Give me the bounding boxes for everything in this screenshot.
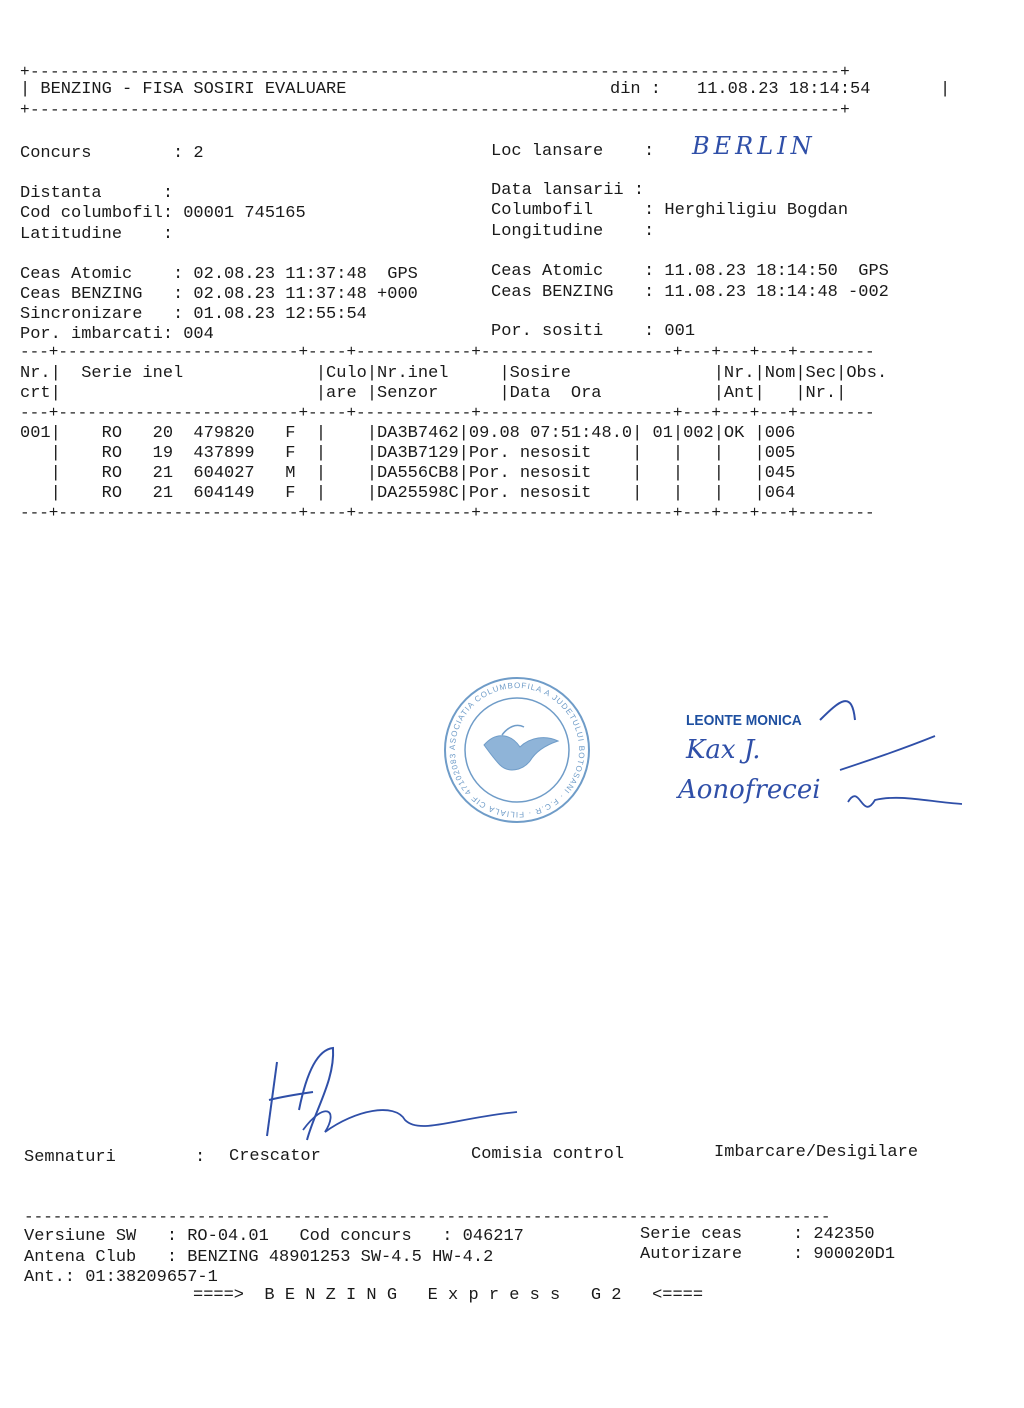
benzing-express-banner: ====> B E N Z I N G E x p r e s s G 2 <==== [193, 1286, 704, 1305]
signature-strokes [800, 690, 970, 830]
ceas-benzing-launch: Ceas BENZING : 02.08.23 11:37:48 +000 [20, 285, 418, 304]
table-separator-top: ---+-------------------------+----+------------+--------------------+---+---+---+-------- [20, 343, 875, 361]
ceas-atomic-launch: Ceas Atomic : 02.08.23 11:37:48 GPS [20, 265, 418, 284]
club-stamp-graphic [442, 675, 592, 825]
comisia-label: Comisia control [471, 1145, 625, 1164]
table-header-line-1: Nr.| Serie inel |Culo|Nr.inel |Sosire |Nr.|Nom|Sec|Obs. [20, 364, 888, 383]
footer-rule: ------------------------------------------------------------------------------------ [24, 1208, 831, 1226]
table-separator-bottom: ---+-------------------------+----+------------+--------------------+---+---+---+-------- [20, 504, 875, 522]
crescator-label: Crescator [229, 1147, 321, 1166]
table-header-line-2: crt| |are |Senzor |Data Ora |Ant| |Nr.| [20, 384, 847, 403]
sincronizare: Sincronizare : 01.08.23 12:55:54 [20, 305, 367, 324]
loc-lansare-label: Loc lansare : [491, 142, 655, 161]
report-date: 11.08.23 18:14:54 [697, 80, 871, 99]
table-separator-mid: ---+-------------------------+----+------------+--------------------+---+---+---+-------- [20, 404, 875, 422]
date-label: din : [610, 80, 662, 99]
handwritten-signature-2: Kax J. [686, 735, 761, 765]
distanta: Distanta : [20, 184, 174, 203]
table-row: | RO 21 604149 F | |DA25598C|Por. nesosit | | | |064 [20, 484, 796, 503]
ceas-atomic-arrival: Ceas Atomic : 11.08.23 18:14:50 GPS [491, 262, 889, 281]
latitudine: Latitudine : [20, 225, 174, 244]
ant-id: Ant.: 01:38209657-1 [24, 1268, 218, 1287]
concurs: Concurs : 2 [20, 144, 204, 163]
table-row: | RO 21 604027 M | |DA556CB8|Por. nesosit | | | |045 [20, 464, 796, 483]
por-sositi: Por. sositi : 001 [491, 322, 696, 341]
imbarcare-label: Imbarcare/Desigilare [714, 1143, 919, 1162]
loc-lansare-handwritten: BERLIN [692, 132, 816, 160]
table-row: 001| RO 20 479820 F | |DA3B7462|09.08 07:51:48.0| 01|002|OK |006 [20, 424, 796, 443]
longitudine: Longitudine : [491, 222, 655, 241]
report-title: | BENZING - FISA SOSIRI EVALUARE [20, 80, 347, 99]
name-stamp: LEONTE MONICA [686, 712, 802, 729]
ceas-benzing-arrival: Ceas BENZING : 11.08.23 18:14:48 -002 [491, 283, 889, 302]
header-border-top: +---------------------------------------------------------------------------------+ [20, 63, 851, 81]
versiune-sw: Versiune SW : RO-04.01 Cod concurs : 046217 [24, 1227, 524, 1246]
por-imbarcati: Por. imbarcati: 004 [20, 325, 214, 344]
header-end-bar: | [940, 80, 951, 99]
data-lansarii: Data lansarii : [491, 181, 645, 200]
table-row: | RO 19 437899 F | |DA3B7129|Por. nesosit | | | |005 [20, 444, 796, 463]
antena-club: Antena Club : BENZING 48901253 SW-4.5 HW-4.2 [24, 1248, 494, 1267]
autorizare: Autorizare : 900020D1 [640, 1245, 896, 1264]
crescator-signature [255, 1040, 535, 1150]
club-stamp [442, 675, 592, 825]
cod-columbofil: Cod columbofil: 00001 745165 [20, 204, 306, 223]
serie-ceas: Serie ceas : 242350 [640, 1225, 875, 1244]
signatures-colon: : [195, 1148, 206, 1167]
header-border-bottom: +---------------------------------------------------------------------------------+ [20, 101, 851, 119]
columbofil: Columbofil : Herghiligiu Bogdan [491, 201, 849, 220]
stamp-ring-text: ASOCIATIA COLUMBOFILA A JUDETULUI BOTOSANI · F.C.R · FILIALA CIF 47102083 [447, 680, 587, 820]
handwritten-signature-3: Aonofrecei [678, 775, 821, 805]
signatures-label: Semnaturi [24, 1148, 116, 1167]
